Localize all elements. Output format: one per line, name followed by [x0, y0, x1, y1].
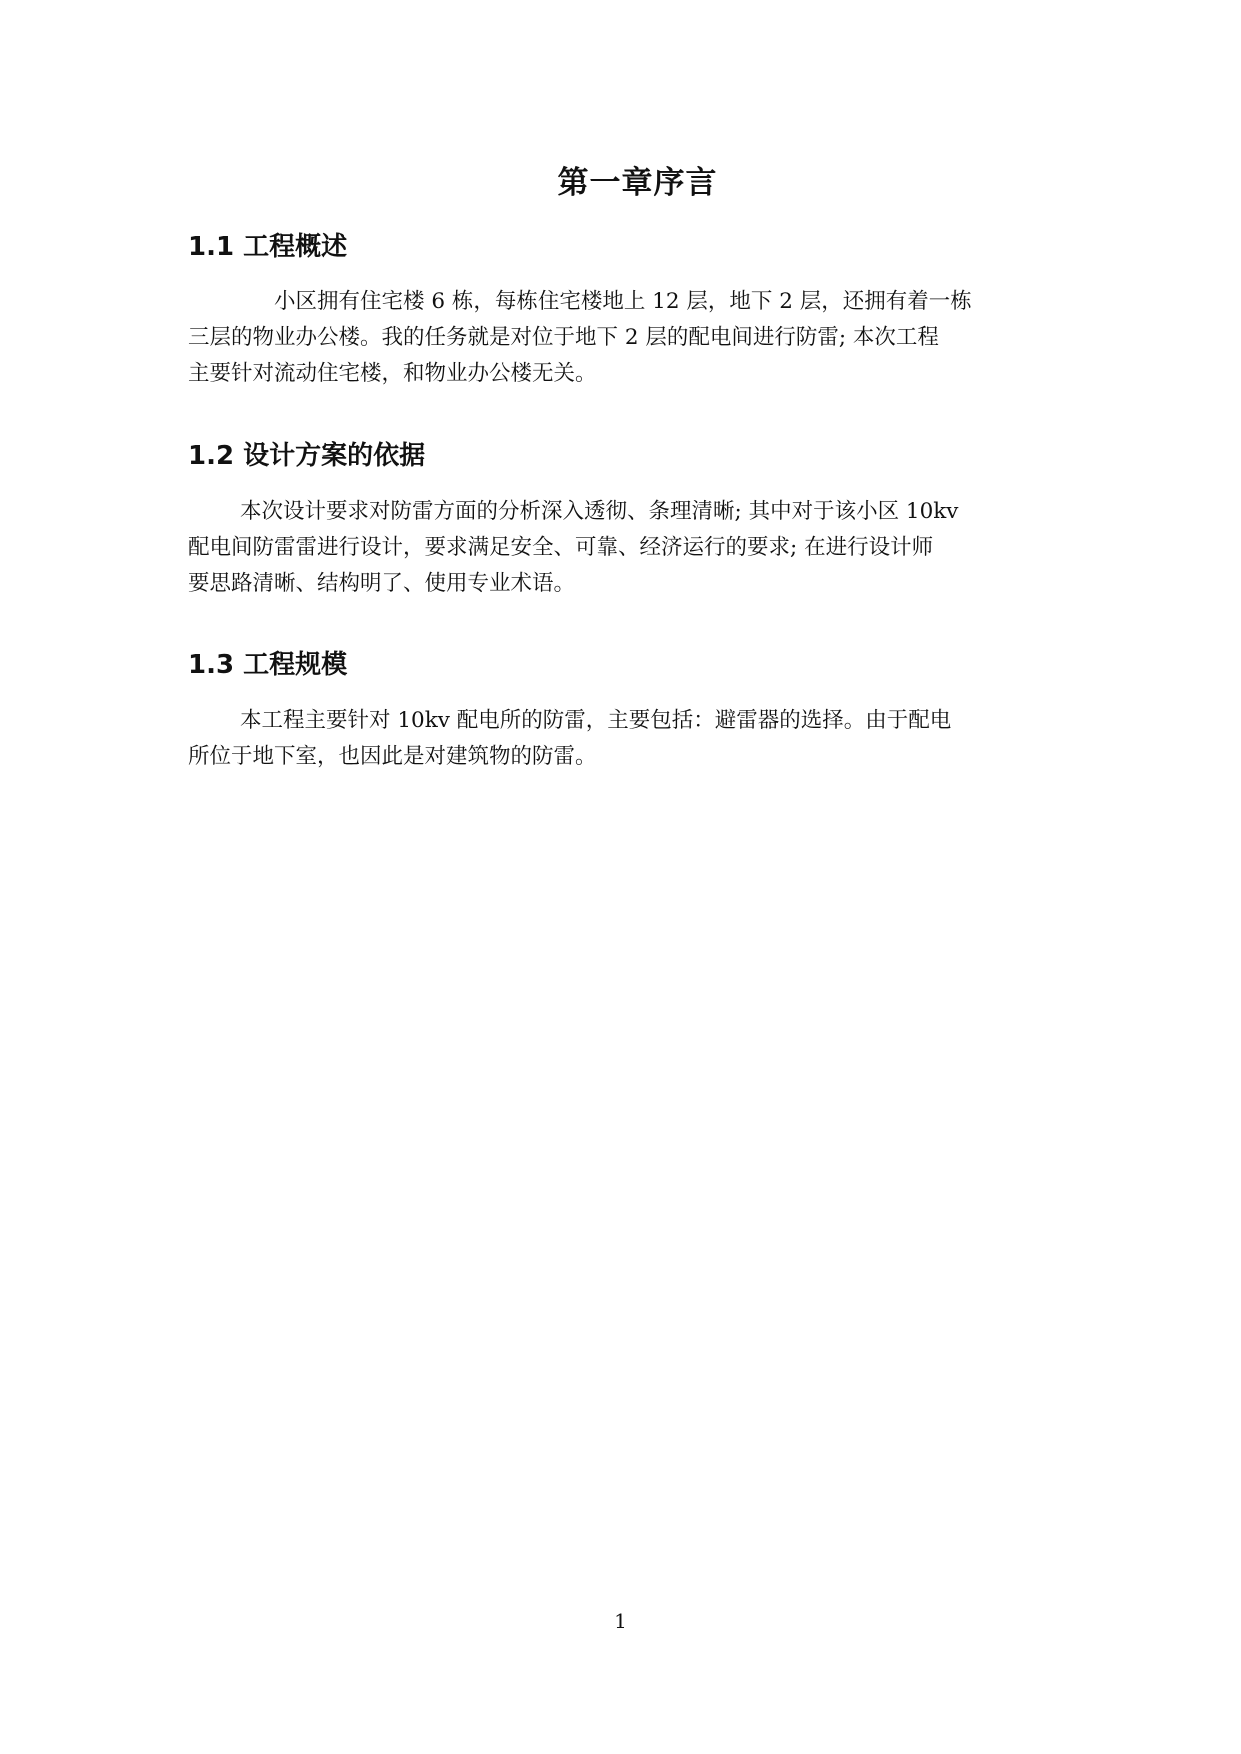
paragraph-line: 要思路清晰、结构明了、使用专业术语。: [188, 571, 576, 596]
paragraph-line: 所位于地下室，也因此是对建筑物的防雷。: [188, 744, 597, 769]
section-heading-1-3: 1.3 工程规模: [188, 650, 348, 680]
section-paragraph-1-3: [188, 703, 1058, 775]
paragraph-line: 主要针对流动住宅楼，和物业办公楼无关。: [188, 361, 597, 386]
page-number: 1: [614, 1609, 627, 1633]
chapter-title: 第一章序言: [557, 165, 718, 201]
paragraph-line: 小区拥有住宅楼 6 栋，每栋住宅楼地上 12 层，地下 2 层，还拥有着一栋: [274, 289, 972, 314]
paragraph-line: 配电间防雷雷进行设计，要求满足安全、可靠、经济运行的要求; 在进行设计师: [188, 535, 934, 560]
section-heading-1-2: 1.2 设计方案的依据: [188, 441, 426, 471]
paragraph-line: 本工程主要针对 10kv 配电所的防雷，主要包括：避雷器的选择。由于配电: [240, 708, 952, 733]
section-paragraph-1-1: [188, 284, 1058, 392]
paragraph-line: 三层的物业办公楼。我的任务就是对位于地下 2 层的配电间进行防雷; 本次工程: [188, 325, 939, 350]
section-paragraph-1-2: [188, 494, 1058, 602]
section-heading-1-1: 1.1 工程概述: [188, 232, 348, 262]
paragraph-line: 本次设计要求对防雷方面的分析深入透彻、条理清晰; 其中对于该小区 10kv: [240, 499, 959, 524]
